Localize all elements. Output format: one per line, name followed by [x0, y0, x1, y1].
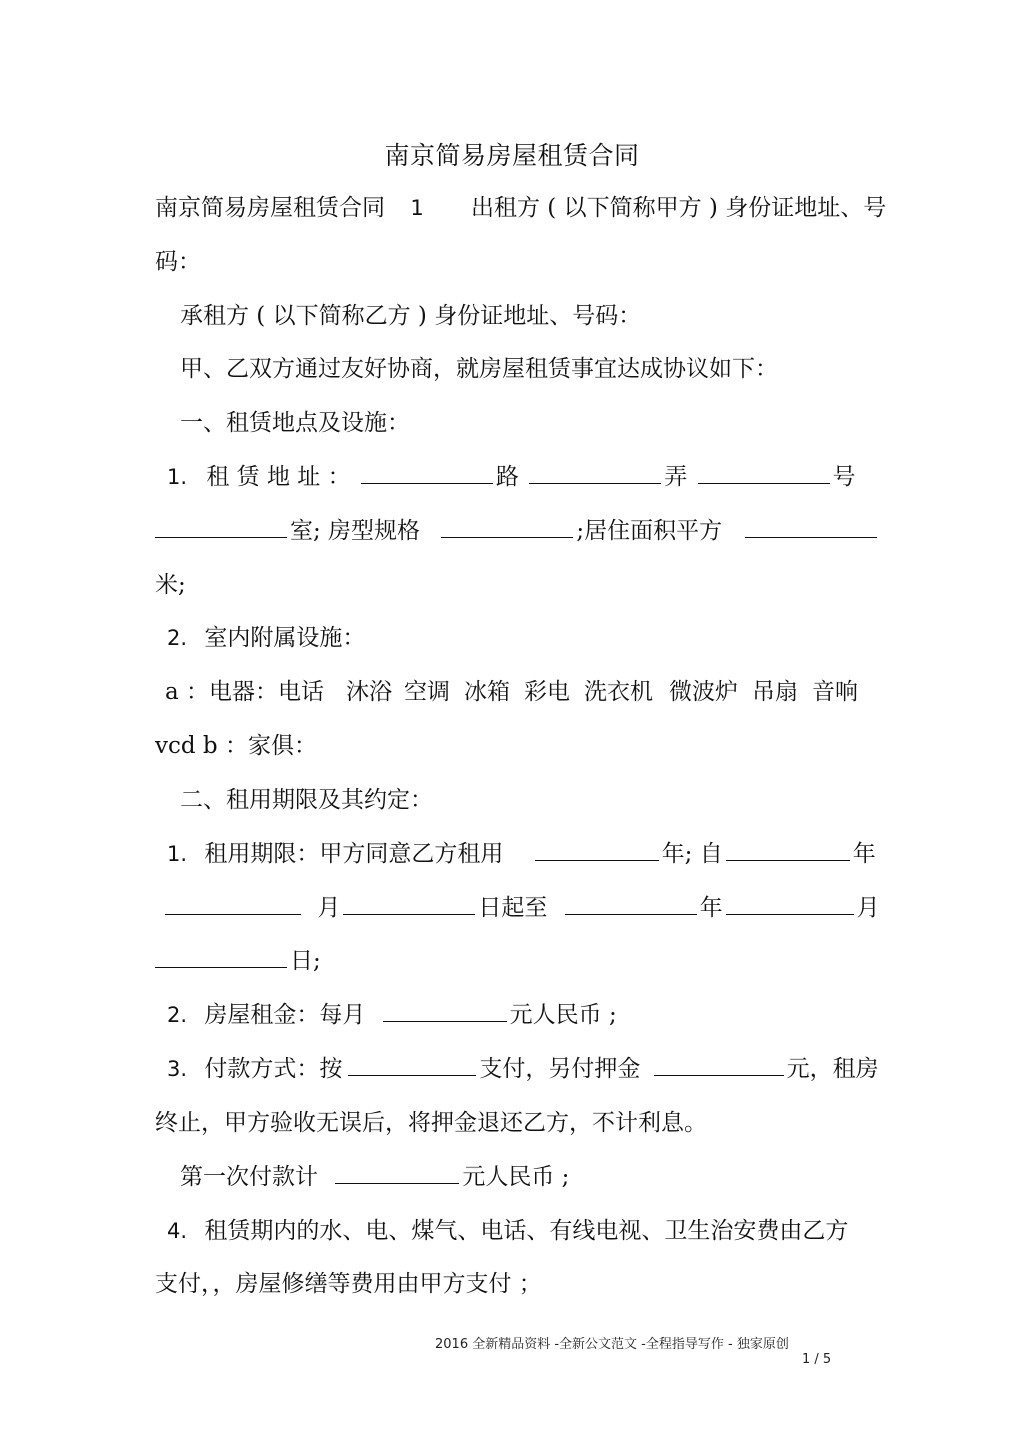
first-payment-label: 第一次付款计 [180, 1164, 318, 1190]
yuan-rent-label: 元，租房 [786, 1056, 879, 1082]
term-years-blank[interactable] [535, 840, 659, 861]
appliances-label: a ：电器： [165, 679, 279, 705]
date-line [165, 893, 880, 923]
intro-title: 南京简易房屋租赁合同 [155, 195, 385, 221]
payment-line [167, 1054, 879, 1084]
start-month-blank[interactable] [165, 894, 301, 915]
utilities-label: 租赁期内的水、电、煤气、电话、有线电视、卫生治安费由乙方 [204, 1218, 849, 1244]
deposit-return-line: 终止，甲方验收无误后，将押金退还乙方，不计利息。 [155, 1110, 707, 1136]
lessee-line: 承租方 ( 以下简称乙方 ) 身份证地址、号码： [180, 303, 642, 329]
agreement-line: 甲、乙双方通过友好协商，就房屋租赁事宜达成协议如下： [180, 356, 778, 382]
deposit-amount-blank[interactable] [654, 1055, 784, 1076]
payment-method-blank[interactable] [348, 1055, 476, 1076]
item-number: 2. [167, 626, 188, 650]
facilities-label: 室内附属设施： [204, 625, 366, 651]
end-year-blank[interactable] [565, 894, 697, 915]
month-label: 月 [317, 895, 341, 921]
year-label: 年 [852, 841, 876, 867]
end-month-label: 月 [856, 895, 880, 921]
appliance-item: 微波炉 [669, 679, 739, 705]
furniture-line: vcd b ：家俱： [155, 733, 317, 759]
appliance-item: 彩电 [524, 679, 571, 705]
appliance-item: 沐浴 [346, 679, 393, 705]
item-number: 2. [167, 1003, 188, 1027]
appliance-item: 空调 [404, 679, 451, 705]
appliance-item: 冰箱 [464, 679, 511, 705]
area-blank[interactable] [745, 517, 877, 538]
lane-blank[interactable] [529, 463, 661, 484]
number-label: 号 [832, 464, 856, 490]
day-label: 日; [290, 948, 321, 974]
start-day-blank[interactable] [343, 894, 475, 915]
payment-label: 付款方式：按 [204, 1056, 343, 1082]
road-label: 路 [495, 464, 519, 490]
deposit-label: 支付，另付押金 [479, 1056, 641, 1082]
rent-line [167, 1000, 617, 1030]
item-number: 1. [167, 842, 188, 866]
intro-number: 1 [410, 196, 424, 220]
appliance-item: 电话 [278, 679, 325, 705]
appliance-item: 音响 [812, 679, 859, 705]
room-blank[interactable] [155, 517, 287, 538]
area-label: ;居住面积平方 [576, 518, 723, 544]
end-day-blank[interactable] [155, 947, 287, 968]
room-label: 室; 房型规格 [290, 518, 421, 544]
year-from-label: 年; 自 [661, 841, 723, 867]
day-to-label: 日起至 [478, 895, 548, 921]
term-line [167, 839, 876, 869]
first-payment-blank[interactable] [335, 1163, 459, 1184]
first-rmb-label: 元人民币 ; [462, 1164, 570, 1190]
lessor-label: 出租方 ( 以下简称甲方 ) 身份证地址、号 [471, 195, 887, 221]
layout-blank[interactable] [441, 517, 573, 538]
rent-label: 房屋租金：每月 [204, 1002, 366, 1028]
page-number: 1 / 5 [802, 1352, 832, 1367]
lane-label: 弄 [664, 464, 688, 490]
rmb-label: 元人民币 ; [509, 1002, 617, 1028]
meter-line: 米; [155, 572, 186, 598]
utilities-line [167, 1216, 848, 1246]
footer-tagline: 2016 全新精品资料 -全新公文范文 -全程指导写作 - 独家原创 [435, 1337, 789, 1352]
appliance-item: 洗衣机 [584, 679, 654, 705]
number-blank[interactable] [698, 463, 830, 484]
address-line [167, 462, 856, 492]
road-blank[interactable] [361, 463, 493, 484]
item-number: 1. [167, 465, 188, 489]
room-line [155, 516, 880, 546]
item-number: 4. [167, 1219, 188, 1243]
first-payment-line [180, 1162, 569, 1192]
appliance-item: 吊扇 [752, 679, 799, 705]
end-month-blank[interactable] [726, 894, 854, 915]
end-year-label: 年 [699, 895, 723, 921]
intro-continuation: 码： [155, 249, 201, 275]
start-year-blank[interactable] [726, 840, 850, 861]
facilities-line [167, 623, 365, 653]
section-2-heading: 二、租用期限及其约定： [180, 787, 433, 813]
utilities-continuation: 支付，，房屋修缮等费用由甲方支付 ； [155, 1271, 542, 1297]
section-1-heading: 一、租赁地点及设施： [180, 410, 410, 436]
address-label: 租 赁 地 址 ： [206, 464, 351, 490]
end-day-line [155, 946, 321, 976]
item-number: 3. [167, 1057, 188, 1081]
rent-amount-blank[interactable] [383, 1001, 507, 1022]
intro-line [155, 193, 886, 223]
appliances-line [165, 677, 858, 707]
document-title: 南京简易房屋租赁合同 [384, 141, 640, 170]
term-label: 租用期限：甲方同意乙方租用 [204, 841, 504, 867]
